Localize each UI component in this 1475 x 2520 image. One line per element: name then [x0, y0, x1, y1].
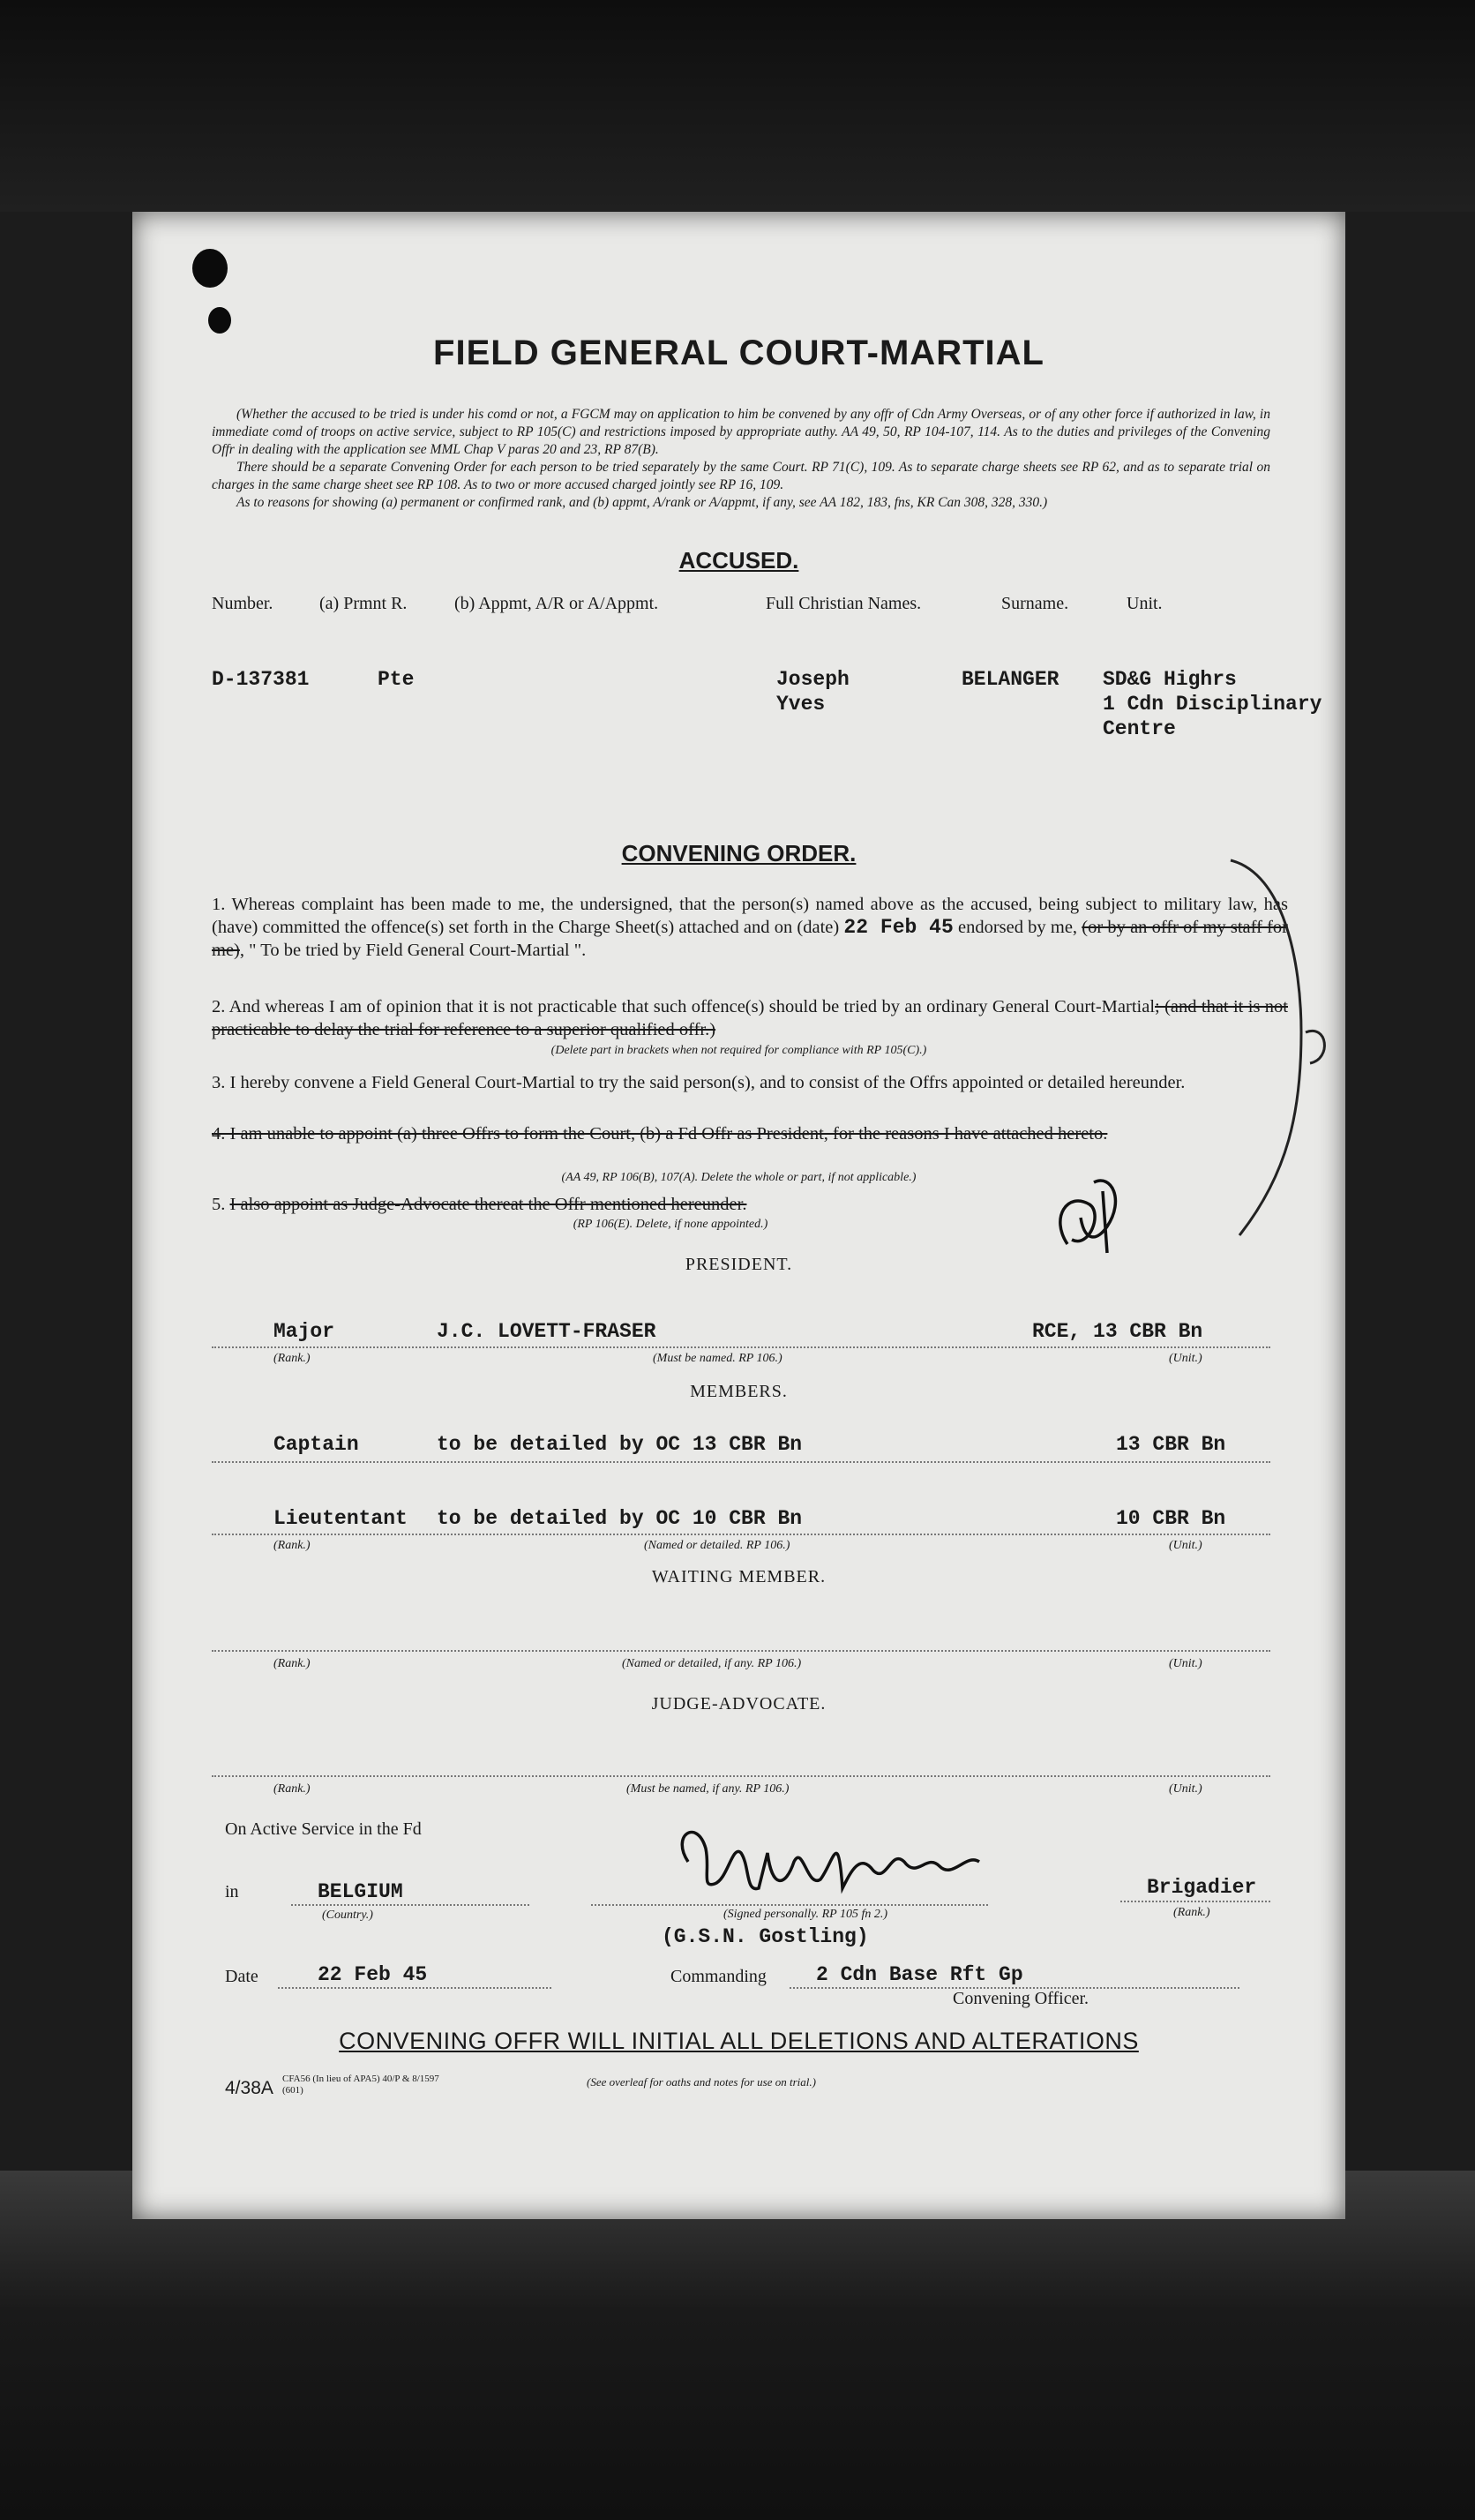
- member-line: [212, 1461, 1270, 1463]
- margin-bracket-icon: [1222, 856, 1336, 1244]
- para-4-hint: (AA 49, RP 106(B), 107(A). Delete the whole or part, if not applicable.): [561, 1171, 917, 1184]
- rank-line: [1120, 1901, 1270, 1902]
- col-number: Number.: [212, 594, 273, 613]
- complaint-date: 22 Feb 45: [843, 916, 954, 939]
- president-caption: PRESIDENT.: [685, 1255, 793, 1274]
- accused-names-2: Yves: [776, 693, 826, 716]
- signed-hint: (Signed personally. RP 105 fn 2.): [723, 1908, 887, 1921]
- para-2-hint: (Delete part in brackets when not required for compliance with RP 105(C).): [550, 1044, 927, 1057]
- punch-hole-icon: [208, 307, 231, 334]
- country-value: BELGIUM: [318, 1880, 403, 1903]
- convening-para-4: 4. I am unable to appoint (a) three Offrs to form the Court, (b) a Fd Offr as President, for the reasons I have attached hereto.: [212, 1124, 1108, 1144]
- president-rank: Major: [273, 1320, 335, 1343]
- unit-hint: (Unit.): [1169, 1352, 1202, 1365]
- para-5-hint: (RP 106(E). Delete, if none appointed.): [573, 1218, 768, 1231]
- accused-number: D-137381: [212, 668, 310, 691]
- overleaf-note: (See overleaf for oaths and notes for use on trial.): [587, 2075, 816, 2089]
- judge-advocate-caption: JUDGE-ADVOCATE.: [651, 1694, 827, 1714]
- president-name: J.C. LOVETT-FRASER: [437, 1320, 656, 1343]
- commander-signature-icon: [662, 1800, 1032, 1915]
- film-border-bottom: [0, 2171, 1475, 2520]
- accused-names-1: Joseph: [776, 668, 850, 691]
- member-name: to be detailed by OC 10 CBR Bn: [437, 1507, 803, 1530]
- name-hint: (Must be named, if any. RP 106.): [626, 1782, 790, 1796]
- in-label: in: [225, 1882, 239, 1901]
- member-line: [212, 1534, 1270, 1535]
- judge-advocate-line: [212, 1775, 1270, 1777]
- document-page: [132, 212, 1345, 2219]
- signature-line: [591, 1904, 988, 1906]
- convening-para-2: 2. And whereas I am of opinion that it is not practicable that such offence(s) should be tried by an ordinary General Court-Martial; (and that it is not practicable to delay the trial for reference to a superior qualified offr.): [212, 997, 1288, 1039]
- convening-para-3: 3. I hereby convene a Field General Court-Martial to try the said person(s), and to consist of the Offrs appointed or detailed hereunder.: [212, 1073, 1186, 1092]
- col-rank: (a) Prmnt R.: [319, 594, 408, 613]
- punch-hole-icon: [192, 249, 228, 288]
- convening-para-1: 1. Whereas complaint has been made to me, the undersigned, that the person(s) named above as the accused, being subject to military law, has (have) committed the offence(s) set forth in the Charge Sheet(s) attached and on (date) 22 Feb 45 endorsed by me, (or by an offr of my staff for me), " To be tried by Field General Court-Martial ".: [212, 895, 1289, 960]
- form-title: FIELD GENERAL COURT-MARTIAL: [433, 334, 1044, 372]
- member-name: to be detailed by OC 13 CBR Bn: [437, 1433, 803, 1456]
- member-rank: Captain: [273, 1433, 359, 1456]
- waiting-member-line: [212, 1650, 1270, 1652]
- initials-signature-icon: [1041, 1165, 1147, 1262]
- accused-unit-3: Centre: [1103, 717, 1176, 740]
- name-hint: (Named or detailed, if any. RP 106.): [622, 1657, 802, 1670]
- accused-unit-2: 1 Cdn Disciplinary: [1103, 693, 1322, 716]
- signer-name: (G.S.N. Gostling): [662, 1925, 869, 1948]
- country-line: [291, 1904, 529, 1906]
- country-hint: (Country.): [322, 1909, 373, 1922]
- convening-para-5: 5. I also appoint as Judge-Advocate thereat the Offr mentioned hereunder.: [212, 1195, 747, 1214]
- preamble: [212, 406, 1270, 512]
- signer-rank: Brigadier: [1147, 1876, 1257, 1899]
- member-rank: Lieutentant: [273, 1507, 408, 1530]
- accused-surname: BELANGER: [962, 668, 1059, 691]
- col-surname: Surname.: [1001, 594, 1069, 613]
- convening-heading: CONVENING ORDER.: [621, 840, 857, 866]
- waiting-member-caption: WAITING MEMBER.: [651, 1567, 827, 1586]
- name-hint: (Named or detailed. RP 106.): [644, 1539, 790, 1552]
- unit-hint: (Unit.): [1169, 1539, 1202, 1552]
- president-unit: RCE, 13 CBR Bn: [1032, 1320, 1203, 1343]
- form-sub-number: CFA56 (In lieu of APA5) 40/P & 8/1597 (601): [282, 2074, 439, 2096]
- preamble-paragraph: As to reasons for showing (a) permanent or confirmed rank, and (b) appmt, A/rank or A/appmt, if any, see AA 182, 183, fns, KR Can 308, 328, 330.): [236, 495, 1048, 510]
- rank-hint: (Rank.): [1173, 1906, 1210, 1919]
- col-unit: Unit.: [1127, 594, 1163, 613]
- date-value: 22 Feb 45: [318, 1963, 428, 1986]
- rank-hint: (Rank.): [273, 1352, 311, 1365]
- accused-heading: ACCUSED.: [678, 547, 799, 574]
- preamble-paragraph: (Whether the accused to be tried is under his comd or not, a FGCM may on application to him be convened by any offr of Cdn Army Overseas, or of any other force if authorized in law, in immediate comd of troops on active service, subject to RP 105(C) and restrictions imposed by appropriate authy. AA 49, 50, RP 104-107, 114. As to the duties and privileges of the Convening Offr in dealing with the application see MML Chap V paras 20 and 23, RP 87(B).: [212, 407, 1270, 457]
- rank-hint: (Rank.): [273, 1539, 311, 1552]
- unit-hint: (Unit.): [1169, 1657, 1202, 1670]
- date-line: [278, 1987, 551, 1989]
- president-line: [212, 1346, 1270, 1348]
- form-number: 4/38A: [225, 2078, 273, 2098]
- convening-officer-label: Convening Officer.: [953, 1989, 1089, 2008]
- rank-hint: (Rank.): [273, 1782, 311, 1796]
- rank-hint: (Rank.): [273, 1657, 311, 1670]
- unit-hint: (Unit.): [1169, 1782, 1202, 1796]
- accused-unit-1: SD&G Highrs: [1103, 668, 1237, 691]
- commanding-label: Commanding: [670, 1967, 767, 1986]
- members-caption: MEMBERS.: [690, 1382, 788, 1401]
- film-border-top: [0, 0, 1475, 212]
- command-value: 2 Cdn Base Rft Gp: [816, 1963, 1023, 1986]
- initial-notice: CONVENING OFFR WILL INITIAL ALL DELETIONS AND ALTERATIONS: [339, 2028, 1139, 2054]
- name-hint: (Must be named. RP 106.): [653, 1352, 782, 1365]
- preamble-paragraph: There should be a separate Convening Order for each person to be tried separately by the same Court. RP 71(C), 109. As to separate charge sheets see RP 62, and as to separate trial on charges in the same charge sheet see RP 108. As to two or more accused charged jointly see RP 16, 109.: [212, 460, 1270, 492]
- col-appmt: (b) Appmt, A/R or A/Appmt.: [454, 594, 659, 613]
- member-unit: 13 CBR Bn: [1116, 1433, 1226, 1456]
- member-unit: 10 CBR Bn: [1116, 1507, 1226, 1530]
- col-names: Full Christian Names.: [766, 594, 922, 613]
- date-label: Date: [225, 1967, 258, 1986]
- accused-rank: Pte: [378, 668, 415, 691]
- active-service-label: On Active Service in the Fd: [225, 1819, 422, 1839]
